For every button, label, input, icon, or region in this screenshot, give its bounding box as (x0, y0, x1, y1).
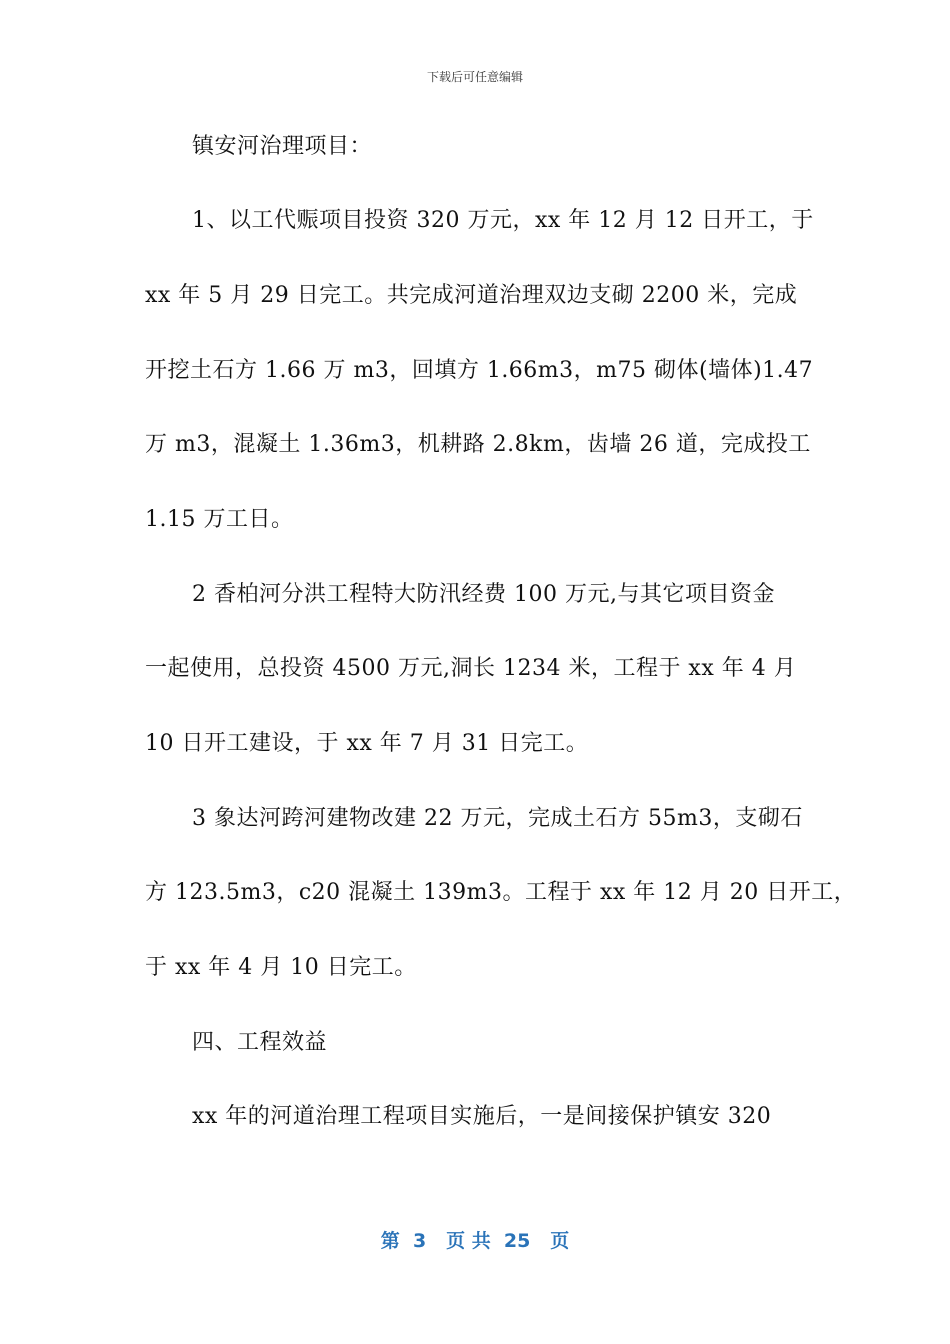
text-line-11: 方 123.5m3，c20 混凝土 139m3。工程于 xx 年 12 月 20 日开工， (145, 880, 857, 905)
text-line-7: 2 香柏河分洪工程特大防汛经费 100 万元,与其它项目资金 (192, 582, 775, 607)
header-note: 下载后可任意编辑 (426, 70, 523, 84)
text-line-12: 于 xx 年 4 月 10 日完工。 (145, 955, 417, 980)
text-line-9: 10 日开工建设，于 xx 年 7 月 31 日完工。 (145, 731, 589, 756)
text-line-13: 四、工程效益 (192, 1030, 328, 1055)
text-line-5: 万 m3，混凝土 1.36m3，机耕路 2.8km，齿墙 26 道，完成投工 (145, 432, 811, 457)
text-line-1: 镇安河治理项目： (192, 134, 373, 159)
page-footer: 第 3 页 共 25 页 (380, 1230, 570, 1252)
text-line-6: 1.15 万工日。 (145, 507, 294, 532)
text-line-2: 1、以工代赈项目投资 320 万元，xx 年 12 月 12 日开工，于 (192, 208, 814, 233)
text-line-10: 3 象达河跨河建物改建 22 万元，完成土石方 55m3，支砌石 (192, 806, 803, 831)
text-line-14: xx 年的河道治理工程项目实施后，一是间接保护镇安 320 (192, 1104, 772, 1129)
text-line-8: 一起使用，总投资 4500 万元,洞长 1234 米，工程于 xx 年 4 月 (145, 656, 797, 681)
text-line-4: 开挖土石方 1.66 万 m3，回填方 1.66m3，m75 砌体(墙体)1.47 (145, 358, 814, 383)
text-line-3: xx 年 5 月 29 日完工。共完成河道治理双边支砌 2200 米，完成 (145, 283, 798, 308)
